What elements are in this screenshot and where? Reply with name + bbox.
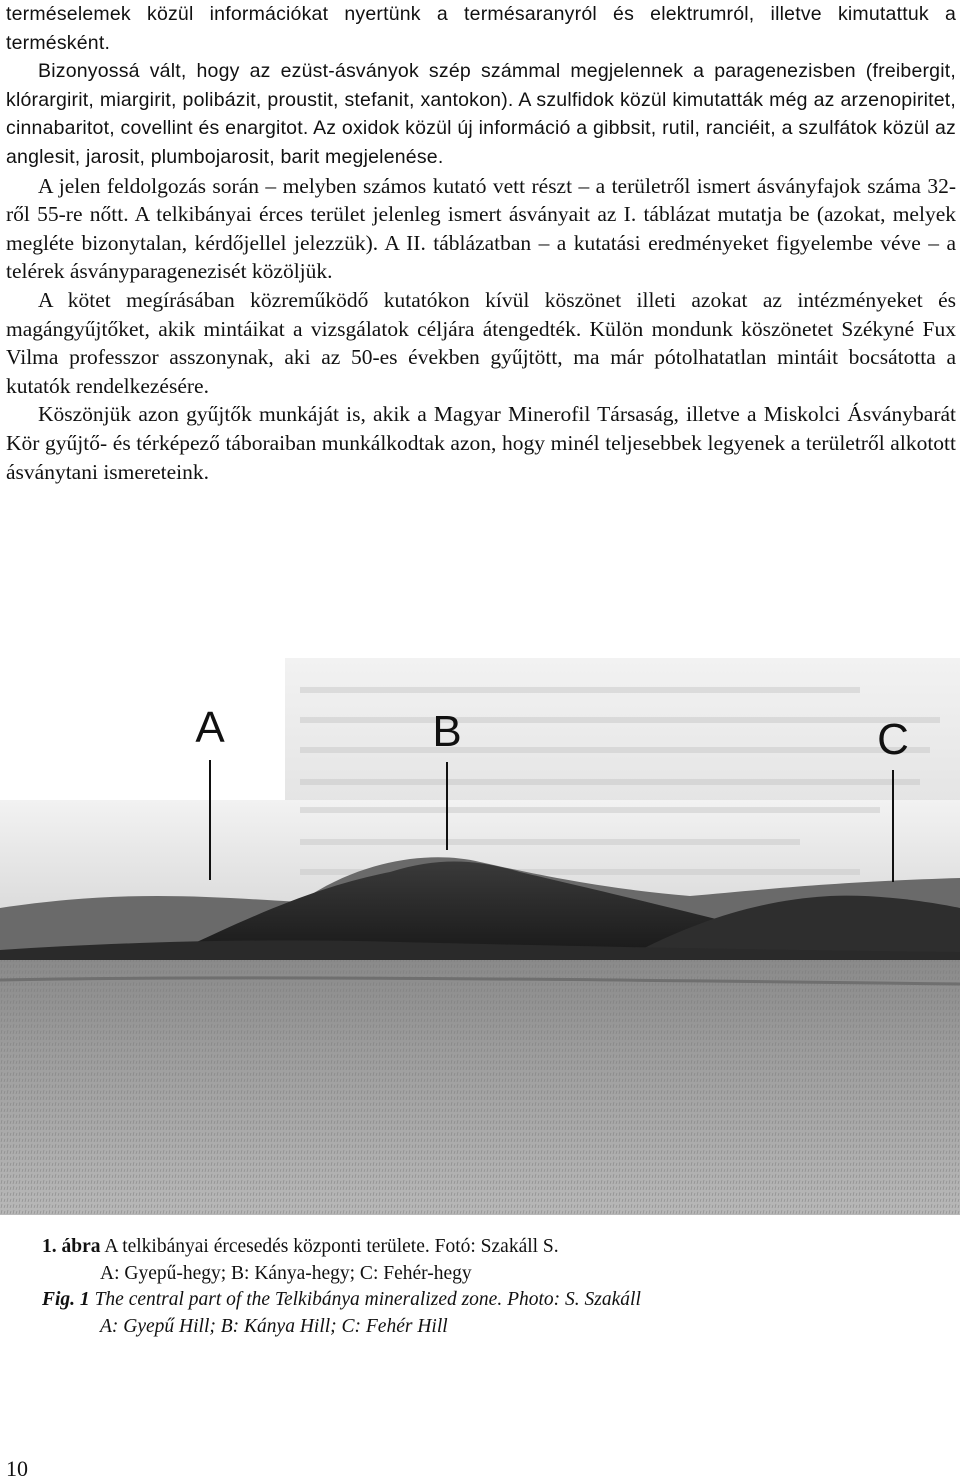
label-c: C <box>877 715 909 764</box>
landscape-photo <box>0 650 960 1225</box>
paragraph-5: Köszönjük azon gyűjtők munkáját is, akik a Magyar Minerofil Társaság, illetve a Miskolci Ásványbarát Kör gyűjtő- és térképező táboraiban munkálkodtak azon, hogy minél teljesebbek legyenek a területről alkotott ásványtani ismereteink. <box>6 402 956 484</box>
paragraph-4: A kötet megírásában közreműködő kutatókon kívül köszönet illeti azokat az intézményeket és magángyűjtőket, akik mintáikat a vizsgálatok céljára átengedték. Külön mondunk köszönetet Székyné Fux Vilma professzor asszonynak, aki az 50-es években gyűjtött, ma már pótolhatatlan mintáit bocsátotta a kutatók rendelkezésére. <box>6 287 956 398</box>
caption-en-legend: A: Gyepű Hill; B: Kánya Hill; C: Fehér Hill <box>100 1315 448 1337</box>
paragraph-3: A jelen feldolgozás során – melyben számos kutató vett részt – a területről ismert ásványfajok száma 32-ről 55-re nőtt. A telkibányai érces terület jelenleg ismert ásványait az I. táblázat mutatja be (azokat, melyek megléte bizonytalan, kérdőjellel jelezzük). A II. táblázatban – a kutatási eredményeket figyelembe véve – a telérek ásványparagenezisét közöljük. <box>6 173 956 284</box>
page-number: 10 <box>6 1456 28 1481</box>
paragraph-1: terméselemek közül információkat nyertünk a termésaranyról és elektrumról, illetve kimutattuk a termésként. <box>6 3 956 54</box>
paragraph-2: Bizonyossá vált, hogy az ezüst-ásványok szép számmal megjelennek a paragenezisben (freibergit, klórargirit, miargirit, polibázit, proustit, stefanit, xantokon). A szulfidok közül kimutatták még az arzenopiritet, cinnabaritot, covellint és enargitot. Az oxidok közül új információ a gibbsit, rutil, ranciéit, a szulfátok közül az anglesit, jarosit, plumbojarosit, barit megjelenése. <box>6 60 956 168</box>
label-a: A <box>195 703 225 752</box>
caption-hu-line <box>42 1234 922 1261</box>
caption-hu-legend: A: Gyepű-hegy; B: Kánya-hegy; C: Fehér-hegy <box>100 1262 472 1284</box>
label-b: B <box>432 707 462 756</box>
caption-en-line <box>42 1287 922 1314</box>
body-text <box>6 0 956 486</box>
caption-en-text: The central part of the Telkibánya mineralized zone. Photo: S. Szakáll <box>94 1289 641 1310</box>
caption-hu-text: A telkibányai ércesedés központi területe. Fotó: Szakáll S. <box>104 1236 559 1257</box>
caption-hu-number: 1. ábra <box>42 1236 101 1257</box>
photo-image <box>0 650 960 1225</box>
figure-caption <box>42 1234 922 1340</box>
caption-en-number: Fig. 1 <box>42 1289 90 1310</box>
